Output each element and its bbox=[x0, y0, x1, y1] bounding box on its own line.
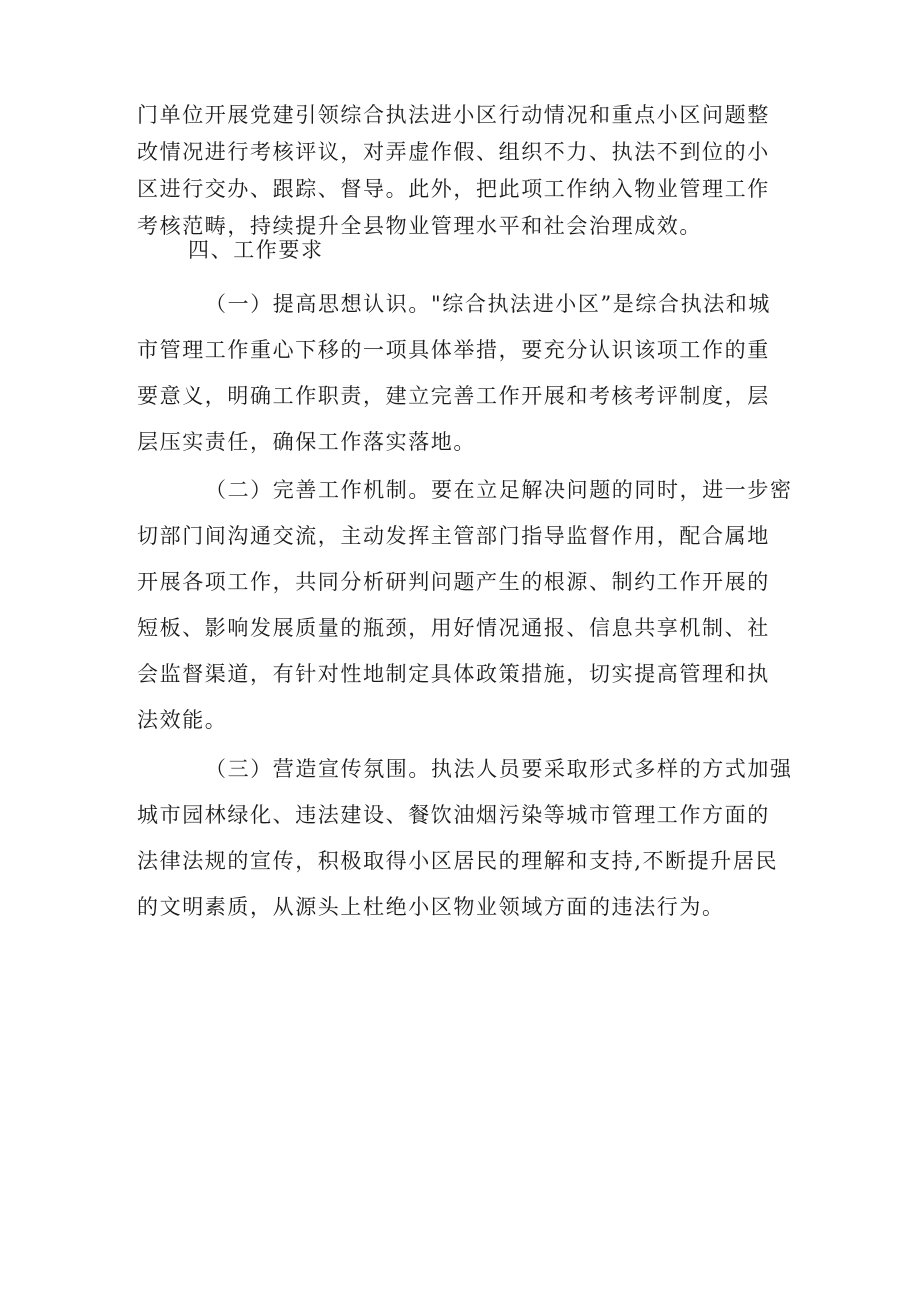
requirement-item-2 bbox=[137, 467, 797, 743]
paragraph-line: 的文明素质，从源头上杜绝小区物业领域方面的违法行为。 bbox=[137, 895, 725, 919]
paragraph-line: 要意义，明确工作职责，建立完善工作开展和考核考评制度，层 bbox=[137, 384, 770, 408]
paragraph-line: 城市园林绿化、违法建设、餐饮油烟污染等城市管理工作方面的 bbox=[137, 803, 770, 827]
paragraph-line: 会监督渠道，有针对性地制定具体政策措施，切实提高管理和执 bbox=[137, 662, 770, 686]
paragraph-line: 短板、影响发展质量的瓶颈，用好情况通报、信息共享机制、社 bbox=[137, 616, 770, 640]
requirement-item-1 bbox=[137, 281, 797, 465]
paragraph-line: 改情况进行考核评议，对弄虚作假、组织不力、执法不到位的小 bbox=[137, 140, 770, 164]
paragraph-line: 门单位开展党建引领综合执法进小区行动情况和重点小区问题整 bbox=[137, 103, 770, 127]
section-heading: 四、工作要求 bbox=[188, 238, 324, 262]
paragraph-line: 切部门间沟通交流，主动发挥主管部门指导监督作用，配合属地 bbox=[137, 524, 770, 548]
paragraph-line: （二）完善工作机制。要在立足解决问题的同时，进一步密 bbox=[205, 478, 793, 502]
paragraph-line: 考核范畴，持续提升全县物业管理水平和社会治理成效。 bbox=[137, 214, 702, 238]
paragraph-line: 市管理工作重心下移的一项具体举措，要充分认识该项工作的重 bbox=[137, 338, 770, 362]
paragraph-line: 层压实责任，确保工作落实落地。 bbox=[137, 430, 476, 454]
requirement-item-3 bbox=[137, 746, 797, 930]
paragraph-line: （一）提高思想认识。"综合执法进小区”是综合执法和城 bbox=[205, 292, 771, 316]
paragraph-line: 开展各项工作，共同分析研判问题产生的根源、制约工作开展的 bbox=[137, 570, 770, 594]
paragraph-line: 法律法规的宣传，积极取得小区居民的理解和支持,不断提升居民 bbox=[137, 849, 779, 873]
paragraph-line: （三）营造宣传氛围。执法人员要采取形式多样的方式加强 bbox=[205, 757, 793, 781]
paragraph-line: 区进行交办、跟踪、督导。此外，把此项工作纳入物业管理工作 bbox=[137, 177, 770, 201]
continuation-paragraph bbox=[137, 97, 797, 245]
paragraph-line: 法效能。 bbox=[137, 708, 228, 732]
